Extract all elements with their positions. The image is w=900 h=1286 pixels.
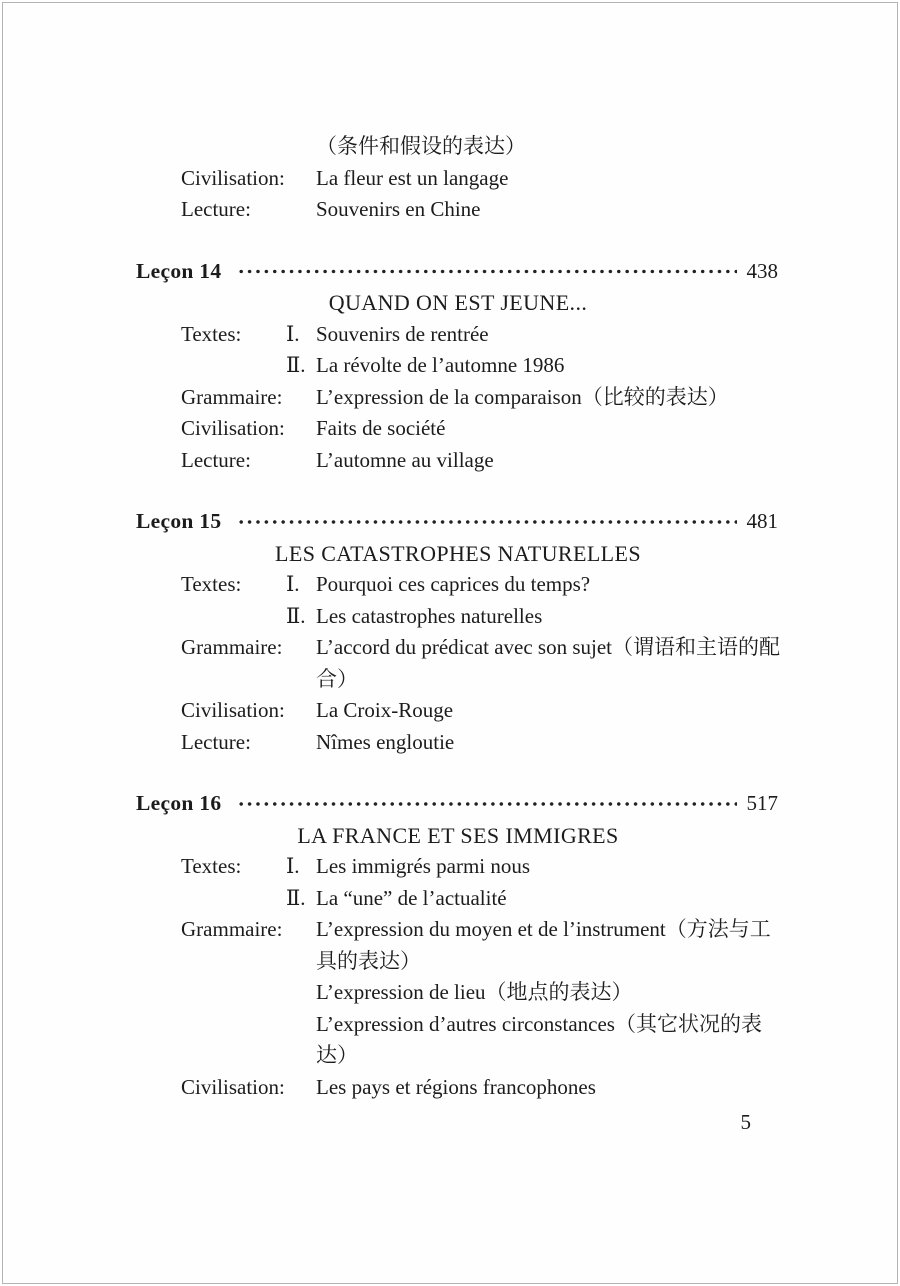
row-label: Textes:	[181, 854, 242, 878]
textes-row	[3, 350, 897, 382]
row-text: La fleur est un langage	[316, 165, 509, 190]
row-label: Civilisation:	[181, 416, 285, 440]
row-text: L’expression de la comparaison（比较的表达）	[316, 384, 729, 409]
row-text: Souvenirs de rentrée	[316, 321, 489, 346]
row-text: La révolte de l’automne 1986	[316, 353, 565, 377]
dotted-leader	[237, 256, 736, 288]
lesson-title: LES CATASTROPHES NATURELLES	[275, 540, 641, 566]
carryover-civilisation-row	[3, 163, 897, 195]
lesson-block-16	[3, 788, 897, 1103]
row-label: Grammaire:	[181, 917, 283, 941]
dotted-leader	[237, 506, 736, 538]
grammaire-row	[3, 382, 897, 414]
roman-numeral: Ⅱ.	[286, 885, 306, 910]
row-label: Civilisation:	[181, 698, 285, 722]
row-text: L’accord du prédicat avec son sujet（谓语和主语的配合）	[316, 635, 781, 691]
civilisation-row	[3, 695, 897, 727]
row-text: Les catastrophes naturelles	[316, 603, 543, 628]
row-label: Civilisation:	[181, 1074, 285, 1099]
row-text: La Croix-Rouge	[316, 698, 454, 722]
row-text: L’expression d’autres circonstances（其它状况的表达）	[316, 1011, 762, 1067]
row-label: Lecture:	[181, 197, 251, 221]
textes-row	[3, 851, 897, 883]
lesson-heading	[136, 506, 778, 538]
lesson-block-14	[3, 256, 897, 477]
grammaire-row	[3, 632, 897, 695]
civilisation-row	[3, 413, 897, 445]
lesson-title: QUAND ON EST JEUNE...	[328, 290, 588, 315]
lesson-heading	[136, 256, 778, 288]
carryover-grammaire-note: （条件和假设的表达）	[316, 134, 526, 158]
lesson-name: Leçon 15	[136, 509, 222, 533]
row-text: Faits de société	[316, 416, 446, 440]
row-label: Grammaire:	[181, 635, 283, 659]
row-text: L’expression du moyen et de l’instrument（方法与工具的表达）	[316, 917, 771, 973]
row-text: L’automne au village	[316, 447, 494, 472]
textes-row	[3, 601, 897, 633]
roman-numeral: Ⅰ.	[286, 572, 300, 596]
folio-number: 5	[740, 1110, 751, 1134]
row-text: Les pays et régions francophones	[316, 1074, 596, 1099]
row-text: Les immigrés parmi nous	[316, 854, 531, 878]
grammaire-row	[3, 914, 897, 1072]
textes-row	[3, 883, 897, 915]
roman-numeral: Ⅱ.	[286, 353, 306, 377]
roman-numeral: Ⅰ.	[286, 321, 300, 346]
grammaire-items	[316, 914, 783, 1072]
row-text: L’expression de lieu（地点的表达）	[316, 980, 633, 1004]
textes-row	[3, 319, 897, 351]
roman-numeral: Ⅱ.	[286, 603, 306, 628]
lesson-name: Leçon 16	[136, 791, 222, 815]
row-text: Souvenirs en Chine	[316, 197, 481, 221]
lesson-name: Leçon 14	[136, 258, 222, 283]
row-label: Lecture:	[181, 447, 251, 472]
lesson-block-15	[3, 506, 897, 758]
lecture-row	[3, 445, 897, 477]
row-label: Grammaire:	[181, 384, 283, 409]
row-label: Textes:	[181, 321, 242, 346]
roman-numeral: Ⅰ.	[286, 854, 300, 878]
lecture-row	[3, 727, 897, 759]
row-label: Civilisation:	[181, 165, 285, 190]
lesson-page-number: 517	[746, 791, 778, 815]
row-text: Nîmes engloutie	[316, 729, 455, 754]
toc-page	[2, 2, 898, 1284]
civilisation-row	[3, 1072, 897, 1104]
textes-row	[3, 569, 897, 601]
lesson-heading	[136, 788, 778, 820]
row-label: Textes:	[181, 572, 242, 596]
carryover-lecture-row	[3, 194, 897, 226]
row-label: Lecture:	[181, 729, 251, 754]
lesson-title: LA FRANCE ET SES IMMIGRES	[297, 822, 619, 848]
row-text: Pourquoi ces caprices du temps?	[316, 572, 591, 596]
dotted-leader	[237, 788, 736, 820]
lesson-page-number: 438	[746, 258, 778, 283]
lesson-page-number: 481	[746, 509, 778, 533]
row-text: La “une” de l’actualité	[316, 885, 507, 910]
